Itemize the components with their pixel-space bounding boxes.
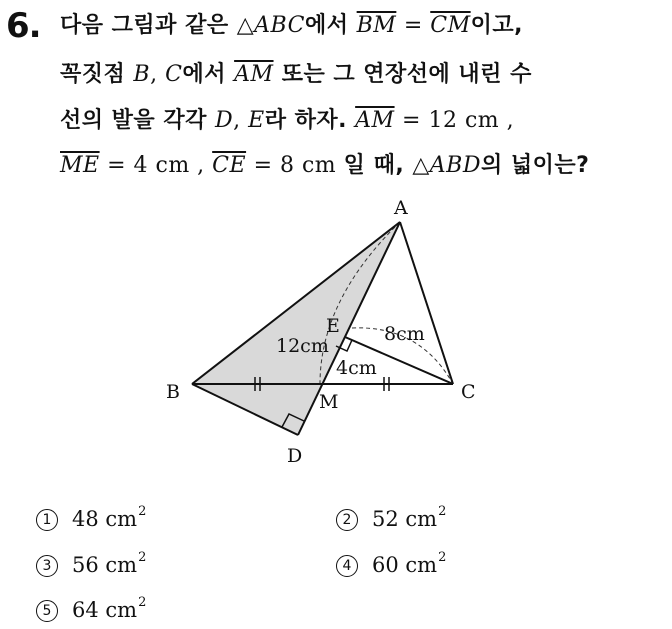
label-d: D: [287, 445, 303, 467]
label-me-length: 4cm: [336, 357, 377, 379]
choice-1[interactable]: 1 48 cm 2: [36, 507, 146, 533]
label-c: C: [461, 381, 476, 403]
question-line-1: 다음 그림과 같은 △ABC에서 $\overline{BM} = \overline{CM}$이고,: [60, 13, 523, 38]
label-ce-length: 8cm: [384, 323, 425, 345]
geometry-figure: [150, 190, 490, 480]
question-line-3: 선의 발을 각각 D, E라 하자. $\overline{AM} = 12$ cm ,: [60, 108, 515, 133]
question-line-2: 꼭짓점 B, C에서 $\overline{AM}$ 또는 그 연장선에 내린 수: [60, 62, 532, 87]
choice-marker-4: 4: [336, 555, 358, 577]
label-a: A: [394, 197, 408, 219]
choice-marker-3: 3: [36, 555, 58, 577]
question-line-4: $\overline{ME} = 4$ cm , $\overline{CE} = 8$ cm 일 때, △ABD의 넓이는?: [60, 153, 590, 178]
choice-marker-1: 1: [36, 509, 58, 531]
label-b: B: [166, 381, 180, 403]
label-m: M: [319, 391, 339, 413]
choice-4[interactable]: 4 60 cm 2: [336, 553, 446, 579]
choice-marker-2: 2: [336, 509, 358, 531]
label-am-length: 12cm: [276, 335, 329, 357]
label-e: E: [326, 315, 340, 337]
choice-3[interactable]: 3 56 cm 2: [36, 553, 146, 579]
choice-5[interactable]: 5 64 cm 2: [36, 598, 146, 624]
choice-2[interactable]: 2 52 cm 2: [336, 507, 446, 533]
question-number: 6.: [6, 6, 41, 46]
choice-marker-5: 5: [36, 600, 58, 622]
side-ac: [400, 222, 453, 384]
